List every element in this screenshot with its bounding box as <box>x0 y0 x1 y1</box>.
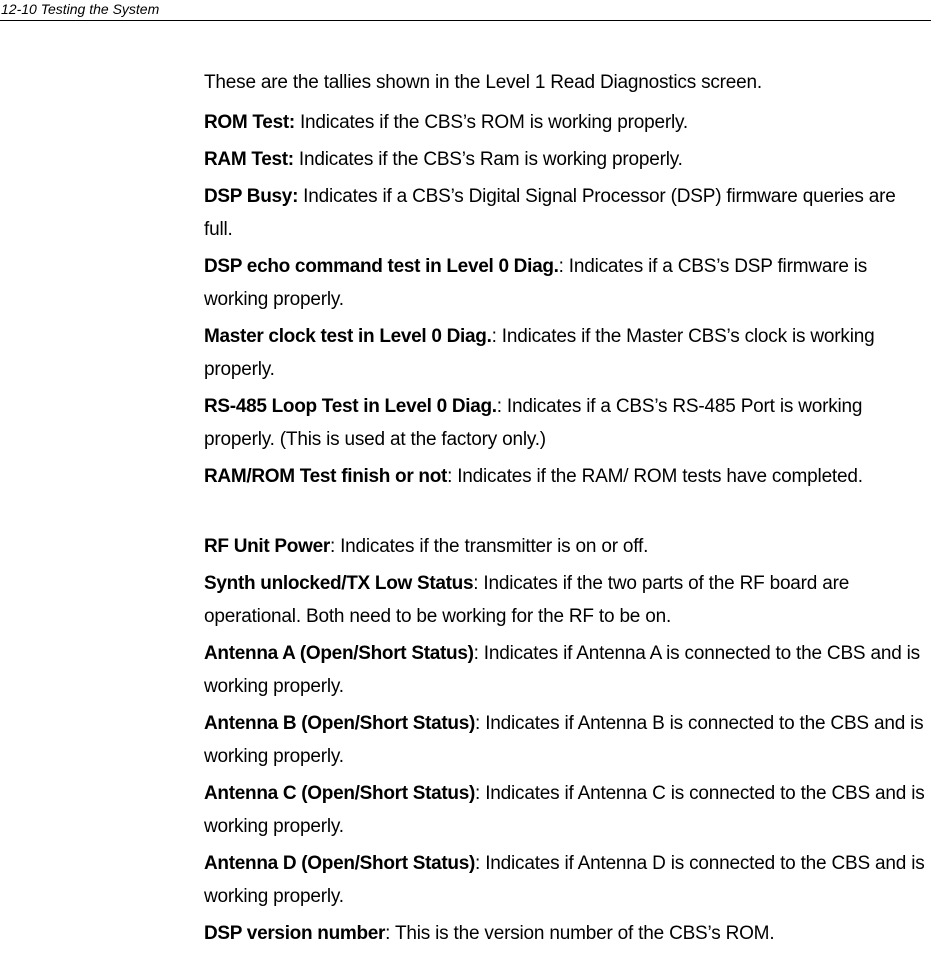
document-body <box>204 69 929 954</box>
definition-term: DSP echo command test in Level 0 Diag. <box>204 256 559 277</box>
definition-antenna-b <box>204 707 929 777</box>
definition-description: : Indicates if the two parts of the RF board are operational. Both need to be working for the RF to be on. <box>204 573 850 627</box>
definition-term: RF Unit Power <box>204 536 330 557</box>
definition-term: Master clock test in Level 0 Diag. <box>204 326 492 347</box>
definition-ram-test <box>204 143 929 180</box>
definition-dsp-version <box>204 917 929 954</box>
definition-ram-rom-finish <box>204 460 929 530</box>
definition-term: Antenna C (Open/Short Status) <box>204 783 476 804</box>
definition-description: : Indicates if Antenna D is connected to the CBS and is working properly. <box>204 853 925 907</box>
definition-description: : Indicates if a CBS’s RS-485 Port is working properly. (This is used at the factory only.) <box>204 396 863 450</box>
definition-rs485-loop-test <box>204 390 929 460</box>
definition-antenna-c <box>204 777 929 847</box>
definition-description: : This is the version number of the CBS’s ROM. <box>385 923 775 944</box>
definition-description: Indicates if the CBS’s Ram is working properly. <box>293 149 683 170</box>
definition-description: Indicates if the CBS’s ROM is working properly. <box>294 112 688 133</box>
definition-term: Antenna A (Open/Short Status) <box>204 643 474 664</box>
running-header <box>0 0 931 21</box>
intro-paragraph: These are the tallies shown in the Level 1 Read Diagnostics screen. <box>204 72 762 93</box>
definition-description: : Indicates if Antenna A is connected to the CBS and is working properly. <box>204 643 920 697</box>
running-header-title: 12-10 Testing the System <box>1 1 160 17</box>
definition-term: DSP version number <box>204 923 386 944</box>
definition-rom-test <box>204 106 929 143</box>
definition-term: RAM/ROM Test finish or not <box>204 466 448 487</box>
definition-term: Antenna B (Open/Short Status) <box>204 713 476 734</box>
definition-master-clock-test <box>204 320 929 390</box>
definition-term: DSP Busy: <box>204 186 299 207</box>
definition-term: RS-485 Loop Test in Level 0 Diag. <box>204 396 497 417</box>
definition-term: RAM Test: <box>204 149 294 170</box>
definition-antenna-a <box>204 637 929 707</box>
definition-antenna-d <box>204 847 929 917</box>
definition-term: Synth unlocked/TX Low Status <box>204 573 474 594</box>
definition-description: : Indicates if Antenna C is connected to the CBS and is working properly. <box>204 783 925 837</box>
definition-synth-unlocked <box>204 567 929 637</box>
definition-term: Antenna D (Open/Short Status) <box>204 853 476 874</box>
definition-description: : Indicates if a CBS’s DSP firmware is working properly. <box>204 256 868 310</box>
definition-description: : Indicates if the RAM/ ROM tests have completed. <box>447 466 863 487</box>
definition-description: Indicates if a CBS’s Digital Signal Processor (DSP) firmware queries are full. <box>204 186 896 240</box>
definition-rf-unit-power <box>204 530 929 567</box>
definition-term: ROM Test: <box>204 112 295 133</box>
definition-description: : Indicates if Antenna B is connected to the CBS and is working properly. <box>204 713 924 767</box>
definition-description: : Indicates if the transmitter is on or off. <box>329 536 649 557</box>
definition-description: : Indicates if the Master CBS’s clock is working properly. <box>204 326 875 380</box>
definition-dsp-echo-test <box>204 250 929 320</box>
definition-dsp-busy <box>204 180 929 250</box>
